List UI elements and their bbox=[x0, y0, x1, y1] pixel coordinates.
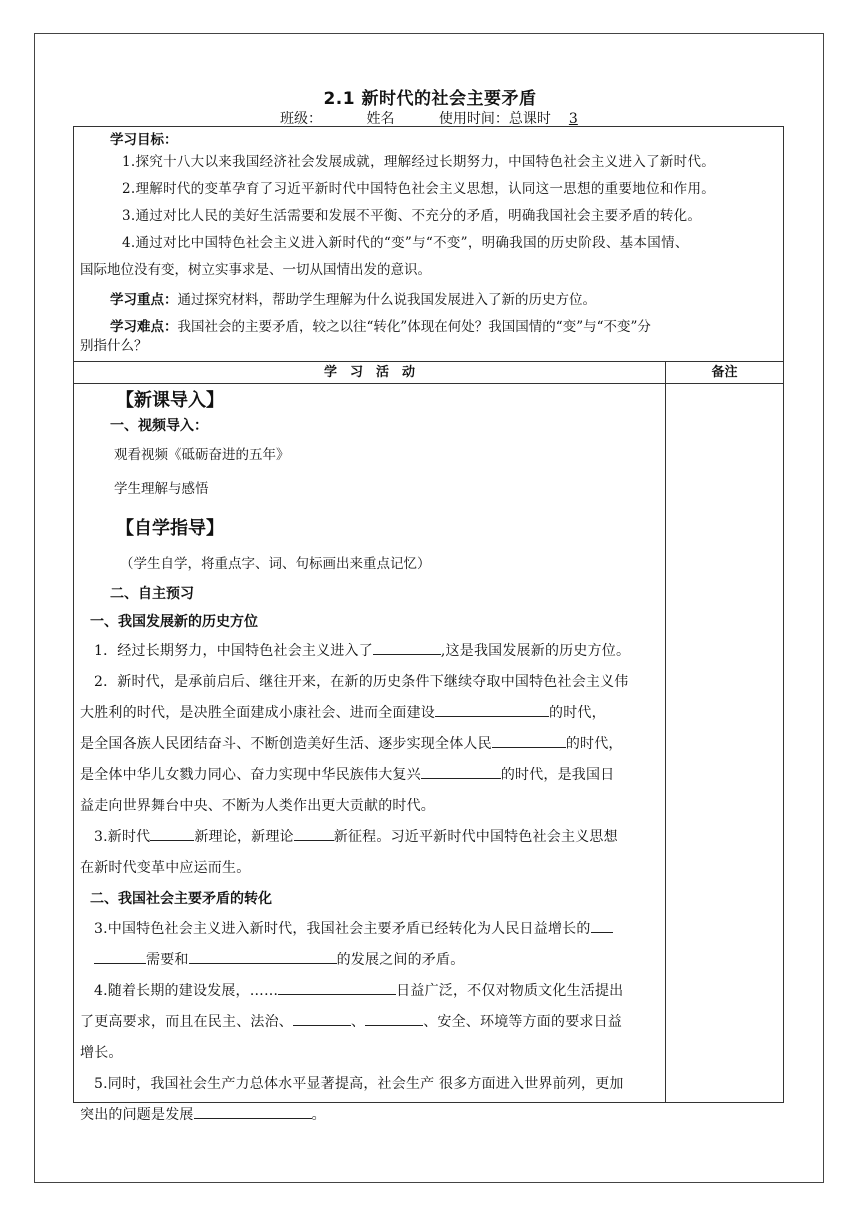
self-study-heading: 【自学指导】 bbox=[116, 518, 224, 539]
q2-text: 的时代，是我国日 bbox=[500, 767, 615, 783]
video-line: 观看视频《砥砺奋进的五年》 bbox=[114, 447, 290, 463]
answer-blank[interactable] bbox=[421, 763, 501, 779]
q2-text: 是全国各族人民团结奋斗、不断创造美好生活、逐步实现全体人民 bbox=[80, 736, 492, 752]
intro-heading: 【新课导入】 bbox=[116, 390, 224, 411]
q2-text: 的时代， bbox=[549, 705, 606, 721]
q3-text: 在新时代变革中应运而生。 bbox=[80, 860, 251, 876]
question-3 bbox=[80, 822, 659, 884]
answer-blank[interactable] bbox=[492, 732, 566, 748]
question-5 bbox=[80, 976, 659, 1069]
answer-blank[interactable] bbox=[189, 948, 337, 964]
q4-text: 需要和 bbox=[146, 952, 189, 968]
q5-text: 日益广泛，不仅对物质文化生活提出 bbox=[396, 983, 624, 999]
q1-text-end: ,这是我国发展新的历史方位。 bbox=[440, 643, 631, 659]
video-heading: 一、视频导入： bbox=[110, 418, 208, 434]
meta-line bbox=[280, 108, 596, 128]
q2-text: 大胜利的时代，是决胜全面建成小康社会、进而全面建设 bbox=[80, 705, 435, 721]
notes-cell[interactable] bbox=[666, 384, 783, 1102]
key-label: 学习重点： bbox=[110, 292, 178, 308]
notes-header: 备注 bbox=[711, 365, 738, 380]
q2-text: 2．新时代，是承前启后、继往开来，在新的历史条件下继续夺取中国特色社会主义伟 bbox=[94, 674, 629, 690]
q6-text: 5.同时，我国社会生产力总体水平显著提高，社会生产 很多方面进入世界前列，更加 bbox=[94, 1076, 624, 1092]
q5-text: 4.随着长期的建设发展，…… bbox=[94, 983, 279, 999]
objective-item: 国际地位没有变，树立实事求是、一切从国情出发的意识。 bbox=[80, 262, 431, 278]
answer-blank[interactable] bbox=[591, 917, 613, 933]
self-study-note: （学生自学，将重点字、词、句标画出来重点记忆） bbox=[120, 556, 431, 572]
answer-blank[interactable] bbox=[94, 948, 146, 964]
q2-text: 的时代， bbox=[565, 736, 623, 752]
worksheet-table bbox=[73, 126, 784, 1123]
document-title: 2.1 新时代的社会主要矛盾 bbox=[323, 89, 537, 109]
answer-blank[interactable] bbox=[150, 825, 194, 841]
q5-text: 、 bbox=[351, 1014, 366, 1030]
part2-heading: 二、我国社会主要矛盾的转化 bbox=[90, 891, 272, 907]
difficulty-text-cont: 别指什么？ bbox=[80, 338, 148, 354]
answer-blank[interactable] bbox=[435, 701, 549, 717]
objective-item: 3.通过对比人民的美好生活需要和发展不平衡、不充分的矛盾，明确我国社会主要矛盾的转化。 bbox=[122, 208, 702, 224]
objective-item: 1.探究十八大以来我国经济社会发展成就，理解经过长期努力，中国特色社会主义进入了新时代。 bbox=[122, 154, 716, 170]
table-body-row bbox=[74, 384, 783, 1123]
question-6 bbox=[80, 1069, 659, 1131]
q5-text: 了更高要求，而且在民主、法治、 bbox=[80, 1014, 293, 1030]
answer-blank[interactable] bbox=[293, 1010, 351, 1026]
q1-text: 1．经过长期努力，中国特色社会主义进入了 bbox=[94, 643, 373, 659]
question-1 bbox=[80, 636, 659, 667]
time-label: 使用时间：总课时 bbox=[438, 111, 551, 127]
activities-cell bbox=[74, 384, 666, 1123]
activities-header: 学 习 活 动 bbox=[74, 362, 666, 383]
class-label: 班级： bbox=[280, 111, 322, 127]
name-label: 姓名 bbox=[366, 111, 395, 127]
difficulties bbox=[80, 317, 779, 337]
video-line: 学生理解与感悟 bbox=[114, 481, 209, 497]
q3-text: 新征程。习近平新时代中国特色社会主义思想 bbox=[333, 829, 618, 845]
difficulty-label: 学习难点： bbox=[110, 319, 178, 335]
q6-text: 。 bbox=[311, 1107, 326, 1123]
answer-blank[interactable] bbox=[294, 825, 334, 841]
question-2 bbox=[80, 667, 659, 822]
objective-item: 4.通过对比中国特色社会主义进入新时代的“变”与“不变”，明确我国的历史阶段、基本国情、 bbox=[122, 235, 689, 251]
q2-text: 益走向世界舞台中央、不断为人类作出更大贡献的时代。 bbox=[80, 798, 435, 814]
answer-blank[interactable] bbox=[373, 639, 441, 655]
q5-text: 增长。 bbox=[80, 1045, 123, 1061]
q5-text: 、安全、环境等方面的要求日益 bbox=[423, 1014, 623, 1030]
q3-text: 3.新时代 bbox=[94, 829, 151, 845]
difficulty-text: 我国社会的主要矛盾，较之以往“转化”体现在何处？我国国情的“变”与“不变”分 bbox=[177, 319, 651, 335]
answer-blank[interactable] bbox=[365, 1010, 423, 1026]
part1-heading: 一、我国发展新的历史方位 bbox=[90, 614, 258, 630]
preview-heading: 二、自主预习 bbox=[110, 586, 194, 602]
objective-item: 2.理解时代的变革孕育了习近平新时代中国特色社会主义思想，认同这一思想的重要地位和作用。 bbox=[122, 181, 716, 197]
q3-text: 新理论，新理论 bbox=[194, 829, 294, 845]
objectives-section bbox=[74, 127, 783, 362]
q2-text: 是全体中华儿女戮力同心、奋力实现中华民族伟大复兴 bbox=[80, 767, 421, 783]
q6-text: 突出的问题是发展 bbox=[80, 1107, 194, 1123]
lesson-count: 3 bbox=[568, 111, 578, 127]
objectives-heading: 学习目标： bbox=[110, 132, 178, 148]
answer-blank[interactable] bbox=[194, 1103, 312, 1119]
q4-text: 的发展之间的矛盾。 bbox=[336, 952, 465, 968]
answer-blank[interactable] bbox=[278, 979, 396, 995]
key-text: 通过探究材料，帮助学生理解为什么说我国发展进入了新的历史方位。 bbox=[177, 292, 596, 308]
table-header-row bbox=[74, 362, 783, 384]
q4-text: 3.中国特色社会主义进入新时代，我国社会主要矛盾已经转化为人民日益增长的 bbox=[94, 921, 591, 937]
question-4 bbox=[80, 914, 659, 976]
key-points bbox=[80, 287, 779, 314]
